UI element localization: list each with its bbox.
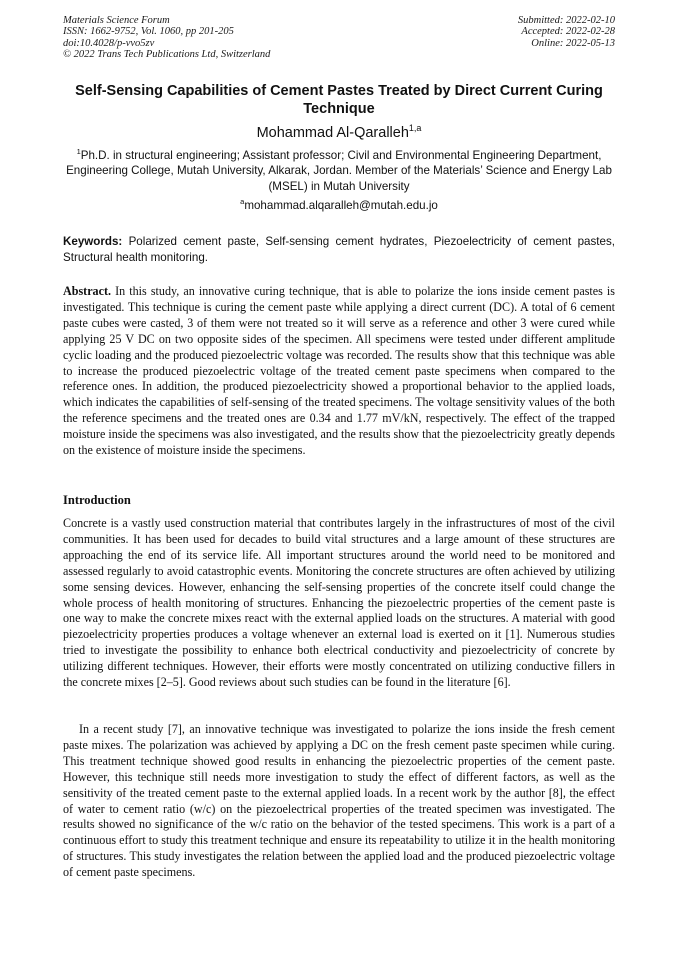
abstract: [63, 284, 615, 459]
author-superscript: 1,a: [408, 123, 422, 134]
accepted-date: Accepted: 2022-02-28: [521, 26, 615, 38]
keywords-label: Keywords:: [63, 235, 123, 248]
doi[interactable]: doi:10.4028/p-vvo5zv: [63, 37, 155, 49]
abstract-label: Abstract.: [63, 284, 112, 298]
abstract-text: In this study, an innovative curing technique, that is able to polarize the ions inside cement pastes is investigated. This technique is curing the cement paste while applying a direct current (DC). A total of 6 cement paste cubes were casted, 3 of them were not treated so it will serve as a reference and other 3 were cured while applying 25 V DC on two opposite sides of the specimen. All specimens were tested under different amplitude cyclic loading and the produced piezoelectric voltage was recorded. The results show that this technique was able to increase the produced piezoelectric voltage of the treated cement paste specimens when compared to the reference ones. In addition, the produced piezoelectricity showed a proportional behavior to the applied loads, which indicates the capabilities of self-sensing of the treated specimens. The voltage sensitivity values of the both the reference specimens and the treated ones are 0.34 and 1.77 mV/kN, respectively. The effect of the trapped moisture inside the specimens was also investigated, and the results show that the piezoelectricity greatly depends on the existence of moisture inside the specimens.: [63, 284, 615, 458]
section-heading-introduction: Introduction: [63, 493, 131, 507]
issn-volume-pages: ISSN: 1662-9752, Vol. 1060, pp 201-205: [63, 26, 234, 38]
journal-info: [63, 15, 270, 61]
keywords-text: Polarized cement paste, Self-sensing cement hydrates, Piezoelectricity of cement pastes, Structural health monitoring.: [63, 235, 615, 264]
copyright: © 2022 Trans Tech Publications Ltd, Switzerland: [63, 49, 271, 61]
affiliation: [63, 148, 615, 194]
submission-dates: [518, 15, 615, 49]
keywords: [63, 234, 615, 265]
paper-title: Self-Sensing Capabilities of Cement Pastes Treated by Direct Current Curing Technique: [75, 83, 603, 117]
affiliation-text: Ph.D. in structural engineering; Assistant professor; Civil and Environmental Engineering Department, Engineering College, Mutah University, Alkarak, Jordan. Member of the Materials’ Science and Energy Lab (MSEL) in Mutah University: [66, 149, 612, 193]
author-line: [63, 124, 615, 142]
email-address[interactable]: mohammad.alqaralleh@mutah.edu.jo: [244, 199, 438, 212]
email-superscript: a: [240, 197, 245, 207]
intro-paragraph-1: Concrete is a vastly used construction material that contributes largely in the infrastructures of most of the civil communities. It has been used for decades to build vital structures and a large amount of these structures are approaching the end of its service life. All important structures around the world need to be monitored and assessed regularly to avoid catastrophic events. Monitoring the concrete structures are often achieved by utilizing some sensing devices. However, enhancing the self-sensing properties of the concrete itself could change the whole process of health monitoring of structures. Enhancing the piezoelectric properties of the cement paste is one way to make the concrete mixes react with the external applied loads on the structures. A material with good piezoelectricity properties produces a voltage whenever an external load is exerted on it [1]. Numerous studies tried to investigate the possibility to enhance both electrical conductivity and piezoelectricity of concrete by utilizing different techniques. However, their efforts were mostly concentrated on utilizing conductive fillers in the concrete mixes [2–5]. Good reviews about such studies can be found in the literature [6].: [63, 516, 615, 690]
author-email: [63, 198, 615, 213]
online-date: Online: 2022-05-13: [531, 37, 615, 49]
journal-name: Materials Science Forum: [63, 15, 170, 26]
intro-paragraph-2: In a recent study [7], an innovative technique was investigated to polarize the ions inside the fresh cement paste mixes. The polarization was achieved by applying a DC on the fresh cement paste specimen while curing. This treatment technique showed good results in enhancing the piezoelectric properties of the cement paste. However, this technique still needs more investigation to study the effect of different factors, as well as the sensitivity of the treated cement paste to the external applied loads. In a recent work by the author [8], the effect of water to cement ratio (w/c) on the piezoelectrical properties of the treated specimen was investigated. The results showed no significance of the w/c ratio on the behavior of the tested specimens. This work is a part of a continuous effort to study this treatment technique and ensure its repeatability to utilize it in the health monitoring of structures. This study investigates the relation between the applied load and the produced piezoelectric voltage of cement paste specimens.: [63, 722, 615, 880]
affiliation-superscript: 1: [76, 147, 81, 157]
author-name: Mohammad Al-Qaralleh: [256, 125, 409, 141]
submitted-date: Submitted: 2022-02-10: [517, 15, 615, 26]
